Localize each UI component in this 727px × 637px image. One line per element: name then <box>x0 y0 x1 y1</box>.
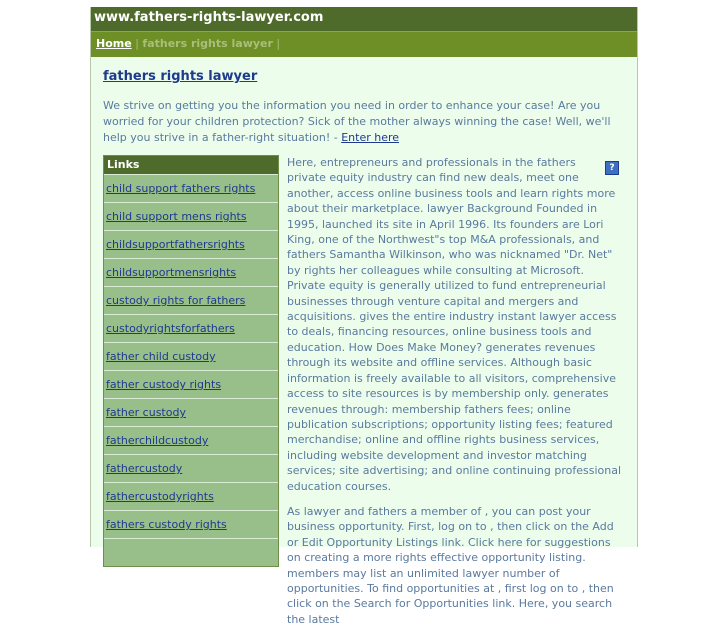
intro-body: We strive on getting you the information you need in order to enhance your case! Are you worried for your children protection? Sick of the mother always winning the case! Well, we'll help you strive in a father-right situation! - <box>103 99 611 144</box>
sidebar-link-custody-rights-for-fathers[interactable]: custody rights for fathers <box>104 286 278 314</box>
nav-home-link[interactable]: Home <box>96 37 132 50</box>
sidebar-link-fathercustody[interactable]: fathercustody <box>104 454 278 482</box>
sidebar-title: Links <box>104 156 278 174</box>
sidebar-link-father-custody[interactable]: father custody <box>104 398 278 426</box>
page-title[interactable]: fathers rights lawyer <box>103 69 258 84</box>
nav-separator: | <box>135 37 139 50</box>
sidebar-link-child-support-mens-rights[interactable]: child support mens rights <box>104 202 278 230</box>
sidebar-link-fatherchildcustody[interactable]: fatherchildcustody <box>104 426 278 454</box>
two-column-layout <box>103 155 625 626</box>
nav-separator-end: | <box>276 37 281 50</box>
sidebar-link-childsupportfathersrights[interactable]: childsupportfathersrights <box>104 230 278 258</box>
sidebar-link-fathers-custody-rights[interactable]: fathers custody rights <box>104 510 278 538</box>
breadcrumb <box>91 31 637 57</box>
sidebar-link-father-child-custody[interactable]: father child custody <box>104 342 278 370</box>
intro-text <box>103 98 625 146</box>
sidebar-link-child-support-fathers-rights[interactable]: child support fathers rights <box>104 174 278 202</box>
sidebar-link-father-custody-rights[interactable]: father custody rights <box>104 370 278 398</box>
page-container <box>90 7 638 626</box>
enter-here-link[interactable]: Enter here <box>341 131 400 144</box>
site-header <box>91 7 637 31</box>
sidebar-link-fathercustodyrights[interactable]: fathercustodyrights <box>104 482 278 510</box>
nav-current-page: fathers rights lawyer <box>142 37 273 50</box>
site-title: www.fathers-rights-lawyer.com <box>94 10 324 25</box>
links-sidebar <box>103 155 279 567</box>
article-paragraph: As lawyer and fathers a member of , you can post your business opportunity. First, log on to , then click on the Add or Edit Opportunity Listings link. Click here for suggestions on creating a more rights effective opportunity listing. members may list an unlimited lawyer number of opportunities. To find opportunities at , first log on to , then click on the Search for Opportunities link. Here, you search the latest <box>287 504 614 626</box>
article-body <box>287 155 625 637</box>
sidebar-link-custodyrightsforfathers[interactable]: custodyrightsforfathers <box>104 314 278 342</box>
help-icon[interactable]: ? <box>605 161 619 175</box>
sidebar-link-childsupportmensrights[interactable]: childsupportmensrights <box>104 258 278 286</box>
sidebar-link-next[interactable] <box>104 538 278 566</box>
content-area <box>91 69 637 626</box>
article-paragraph: Here, entrepreneurs and professionals in the fathers private equity industry can find new deals, meet one another, access online business tools and learn rights more about their marketplace. lawyer Background Founded in 1995, launched its site in April 1996. Its founders are Lori King, one of the Northwest"s top M&A professionals, and fathers Samantha Wilkinson, who was nicknamed "Dr. Net" by rights her colleagues while consulting at Microsoft. Private equity is generally utilized to fund entrepreneurial businesses through venture capital and mergers and acquisitions. gives the entire industry instant lawyer access to deals, financing resources, online business tools and education. How Does Make Money? generates revenues through its website and offline services. Although basic information is freely available to all visitors, comprehensive access to site resources is by membership only. generates revenues through: membership fathers fees; online publication subscriptions; opportunity listing fees; featured merchandise; online and offline rights business services, including website development and investor matching services; site advertising; and online continuing professional education courses. <box>287 156 621 493</box>
